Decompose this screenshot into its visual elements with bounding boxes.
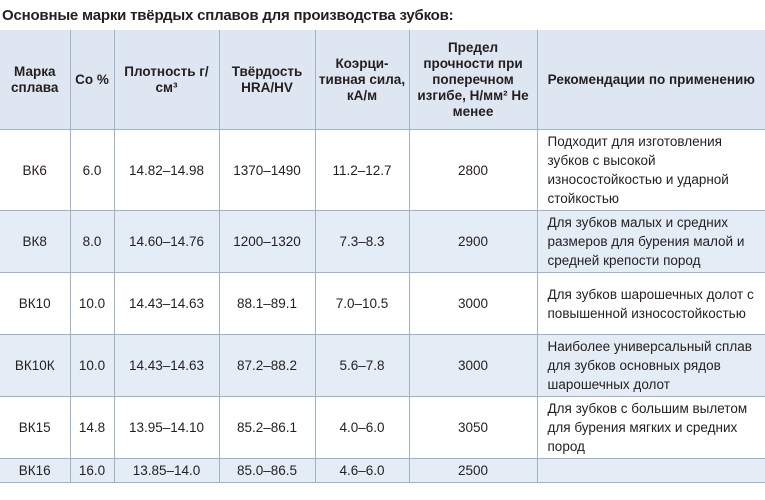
cell-hardness: 88.1–89.1: [219, 273, 315, 335]
table-row: [0, 335, 765, 397]
cell-recommendation: [537, 459, 765, 483]
cell-grade: ВК10К: [0, 335, 70, 397]
cell-recommendation: Для зубков шарошечных долот с повышенной износостойкостью: [537, 273, 765, 335]
header-row: [0, 30, 765, 130]
table-row: [0, 397, 765, 459]
table-title: Основные марки твёрдых сплавов для производства зубков:: [2, 7, 454, 24]
cell-cobalt: 10.0: [70, 273, 114, 335]
cell-cobalt: 16.0: [70, 459, 114, 483]
cell-coercivity: 11.2–12.7: [315, 130, 409, 211]
col-header-recommendations: Рекомендации по применению: [537, 30, 765, 130]
cell-coercivity: 7.0–10.5: [315, 273, 409, 335]
cell-density: 14.60–14.76: [114, 211, 219, 273]
cell-density: 14.43–14.63: [114, 273, 219, 335]
cell-coercivity: 7.3–8.3: [315, 211, 409, 273]
cell-recommendation: Для зубков малых и средних размеров для бурения малой и средней крепости пород: [537, 211, 765, 273]
table-row: [0, 273, 765, 335]
cell-coercivity: 5.6–7.8: [315, 335, 409, 397]
table-row: [0, 459, 765, 483]
cell-bending-strength: 2500: [409, 459, 537, 483]
col-header-bending-strength: Предел прочности при поперечном изгибе, Н/мм² Не менее: [409, 30, 537, 130]
cell-recommendation: Для зубков с большим вылетом для бурения мягких и средних пород: [537, 397, 765, 459]
cell-hardness: 1370–1490: [219, 130, 315, 211]
cell-cobalt: 14.8: [70, 397, 114, 459]
cell-recommendation: Подходит для изготовления зубков с высокой износостойкостью и ударной стойкостью: [537, 130, 765, 211]
cell-hardness: 87.2–88.2: [219, 335, 315, 397]
cell-bending-strength: 2900: [409, 211, 537, 273]
cell-density: 14.43–14.63: [114, 335, 219, 397]
cell-cobalt: 6.0: [70, 130, 114, 211]
cell-bending-strength: 3000: [409, 335, 537, 397]
alloys-table: [0, 30, 765, 483]
cell-hardness: 85.2–86.1: [219, 397, 315, 459]
cell-bending-strength: 3050: [409, 397, 537, 459]
cell-grade: ВК6: [0, 130, 70, 211]
cell-hardness: 85.0–86.5: [219, 459, 315, 483]
cell-coercivity: 4.6–6.0: [315, 459, 409, 483]
col-header-coercivity: Коэрци-тивная сила, кА/м: [315, 30, 409, 130]
cell-density: 13.85–14.0: [114, 459, 219, 483]
cell-coercivity: 4.0–6.0: [315, 397, 409, 459]
cell-grade: ВК15: [0, 397, 70, 459]
cell-recommendation: Наиболее универсальный сплав для зубков основных рядов шарошечных долот: [537, 335, 765, 397]
col-header-cobalt: Co %: [70, 30, 114, 130]
table-row: [0, 211, 765, 273]
cell-density: 13.95–14.10: [114, 397, 219, 459]
cell-hardness: 1200–1320: [219, 211, 315, 273]
cell-grade: ВК16: [0, 459, 70, 483]
col-header-density: Плотность г/см³: [114, 30, 219, 130]
cell-density: 14.82–14.98: [114, 130, 219, 211]
cell-bending-strength: 2800: [409, 130, 537, 211]
cell-cobalt: 10.0: [70, 335, 114, 397]
col-header-grade: Марка сплава: [0, 30, 70, 130]
cell-grade: ВК8: [0, 211, 70, 273]
table-row: [0, 130, 765, 211]
cell-grade: ВК10: [0, 273, 70, 335]
cell-cobalt: 8.0: [70, 211, 114, 273]
col-header-hardness: Твёрдость HRA/HV: [219, 30, 315, 130]
cell-bending-strength: 3000: [409, 273, 537, 335]
